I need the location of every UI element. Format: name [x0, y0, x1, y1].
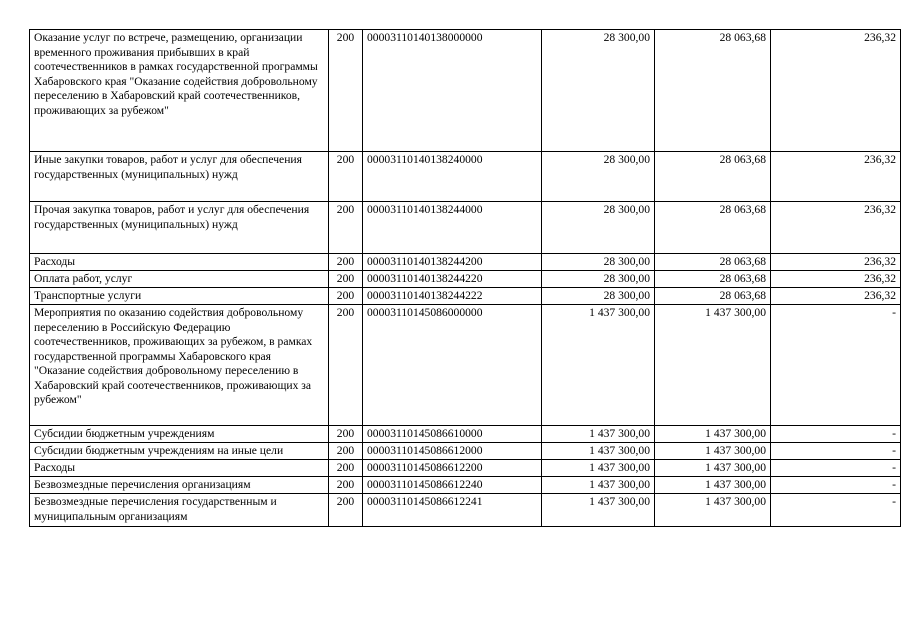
table-row: [30, 494, 901, 527]
row-code-cell: 200: [329, 305, 363, 426]
row-code-cell: 200: [329, 494, 363, 527]
row-plan-cell: 28 300,00: [542, 271, 655, 288]
row-rest-cell: 236,32: [771, 271, 901, 288]
row-code-cell: 200: [329, 477, 363, 494]
row-fact-cell: 28 063,68: [655, 202, 771, 254]
row-name-cell: Оплата работ, услуг: [30, 271, 329, 288]
row-kbk-cell: 00003110145086612000: [363, 443, 542, 460]
row-fact-cell: 1 437 300,00: [655, 494, 771, 527]
table-row: [30, 30, 901, 152]
row-name-cell: Расходы: [30, 254, 329, 271]
row-kbk-cell: 00003110140138244000: [363, 202, 542, 254]
row-name-cell: Безвозмездные перечисления государственным и муниципальным организациям: [30, 494, 329, 527]
row-name-cell: Субсидии бюджетным учреждениям на иные цели: [30, 443, 329, 460]
row-kbk-cell: 00003110140138240000: [363, 152, 542, 202]
row-name-cell: Прочая закупка товаров, работ и услуг для обеспечения государственных (муниципальных) нужд: [30, 202, 329, 254]
row-code-cell: 200: [329, 202, 363, 254]
row-rest-cell: 236,32: [771, 202, 901, 254]
row-plan-cell: 28 300,00: [542, 254, 655, 271]
row-rest-cell: -: [771, 477, 901, 494]
row-rest-cell: 236,32: [771, 288, 901, 305]
table-row: [30, 460, 901, 477]
row-plan-cell: 1 437 300,00: [542, 460, 655, 477]
row-rest-cell: 236,32: [771, 152, 901, 202]
row-name-cell: Безвозмездные перечисления организациям: [30, 477, 329, 494]
row-rest-cell: -: [771, 305, 901, 426]
table-row: [30, 426, 901, 443]
row-rest-cell: 236,32: [771, 30, 901, 152]
row-code-cell: 200: [329, 271, 363, 288]
table-row: [30, 477, 901, 494]
row-kbk-cell: 00003110145086612200: [363, 460, 542, 477]
row-plan-cell: 1 437 300,00: [542, 477, 655, 494]
row-fact-cell: 1 437 300,00: [655, 477, 771, 494]
row-fact-cell: 28 063,68: [655, 30, 771, 152]
row-plan-cell: 1 437 300,00: [542, 494, 655, 527]
row-kbk-cell: 00003110145086610000: [363, 426, 542, 443]
row-rest-cell: -: [771, 426, 901, 443]
row-name-cell: Оказание услуг по встрече, размещению, организации временного проживания прибывших в край соотечественников в рамках государственной программы Хабаровского края "Оказание содействия добровольному переселению в Хабаровский край соотечественников, проживающих за рубежом": [30, 30, 329, 152]
row-kbk-cell: 00003110140138244222: [363, 288, 542, 305]
row-code-cell: 200: [329, 460, 363, 477]
row-rest-cell: -: [771, 460, 901, 477]
row-code-cell: 200: [329, 152, 363, 202]
row-code-cell: 200: [329, 30, 363, 152]
table-row: [30, 443, 901, 460]
row-kbk-cell: 00003110140138244220: [363, 271, 542, 288]
table-row: [30, 152, 901, 202]
row-plan-cell: 1 437 300,00: [542, 305, 655, 426]
table-row: [30, 288, 901, 305]
row-name-cell: Расходы: [30, 460, 329, 477]
row-rest-cell: -: [771, 443, 901, 460]
row-plan-cell: 28 300,00: [542, 288, 655, 305]
row-fact-cell: 28 063,68: [655, 271, 771, 288]
row-plan-cell: 1 437 300,00: [542, 443, 655, 460]
row-fact-cell: 28 063,68: [655, 254, 771, 271]
row-fact-cell: 1 437 300,00: [655, 460, 771, 477]
row-rest-cell: 236,32: [771, 254, 901, 271]
row-fact-cell: 1 437 300,00: [655, 305, 771, 426]
budget-execution-table: [29, 29, 901, 527]
row-code-cell: 200: [329, 288, 363, 305]
row-plan-cell: 28 300,00: [542, 202, 655, 254]
row-fact-cell: 1 437 300,00: [655, 426, 771, 443]
row-code-cell: 200: [329, 443, 363, 460]
row-rest-cell: -: [771, 494, 901, 527]
row-code-cell: 200: [329, 254, 363, 271]
row-fact-cell: 28 063,68: [655, 288, 771, 305]
row-fact-cell: 28 063,68: [655, 152, 771, 202]
row-name-cell: Мероприятия по оказанию содействия добровольному переселению в Российскую Федерацию соотечественников, проживающих за рубежом, в рамках государственной программы Хабаровского края "Оказание содействия добровольному переселению в Хабаровский край соотечественников, проживающих за рубежом": [30, 305, 329, 426]
row-plan-cell: 1 437 300,00: [542, 426, 655, 443]
row-kbk-cell: 00003110145086612240: [363, 477, 542, 494]
row-kbk-cell: 00003110145086000000: [363, 305, 542, 426]
row-plan-cell: 28 300,00: [542, 30, 655, 152]
table-row: [30, 254, 901, 271]
row-kbk-cell: 00003110145086612241: [363, 494, 542, 527]
table-row: [30, 271, 901, 288]
row-kbk-cell: 00003110140138244200: [363, 254, 542, 271]
table-row: [30, 202, 901, 254]
row-name-cell: Субсидии бюджетным учреждениям: [30, 426, 329, 443]
row-name-cell: Транспортные услуги: [30, 288, 329, 305]
row-plan-cell: 28 300,00: [542, 152, 655, 202]
row-kbk-cell: 00003110140138000000: [363, 30, 542, 152]
row-code-cell: 200: [329, 426, 363, 443]
table-row: [30, 305, 901, 426]
row-name-cell: Иные закупки товаров, работ и услуг для обеспечения государственных (муниципальных) нужд: [30, 152, 329, 202]
row-fact-cell: 1 437 300,00: [655, 443, 771, 460]
